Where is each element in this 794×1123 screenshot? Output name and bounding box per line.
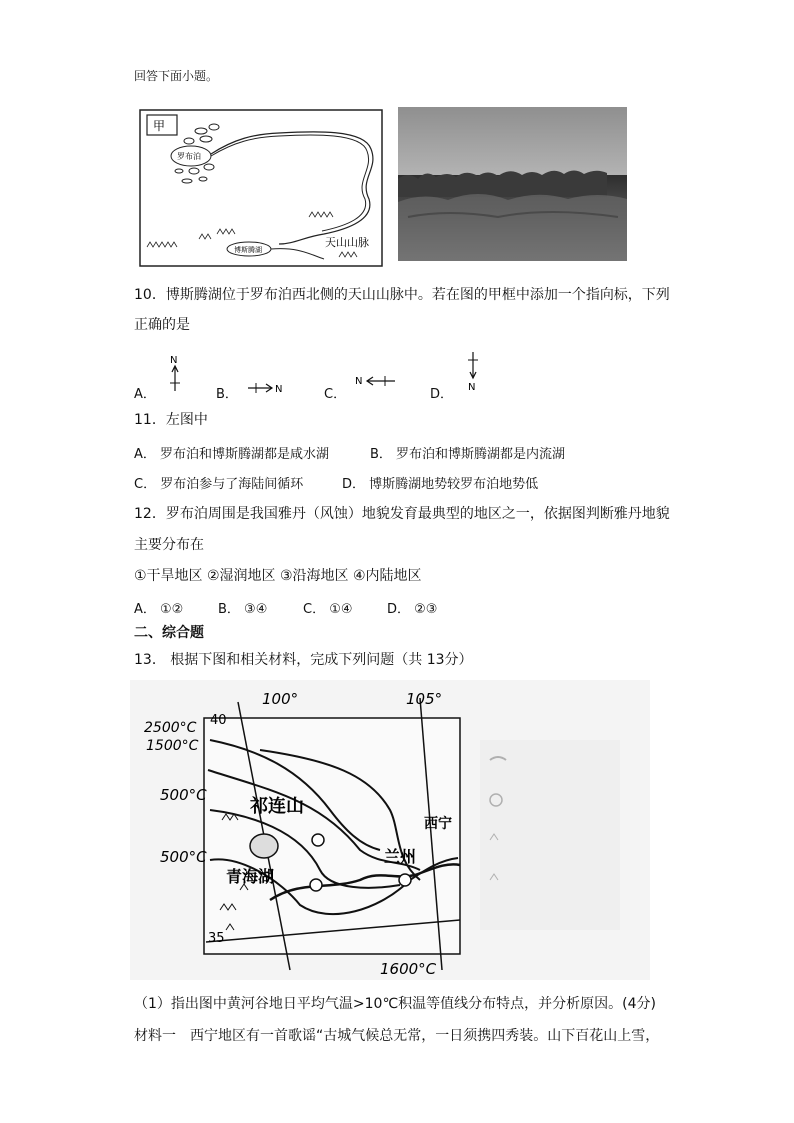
svg-text:N: N <box>355 376 363 387</box>
svg-text:N: N <box>170 355 178 366</box>
q10-stem-line1: 10．博斯腾湖位于罗布泊西北侧的天山山脉中。若在图的甲框中添加一个指向标，下列 <box>134 287 670 303</box>
isoline-1500-label: 1500°C <box>146 738 199 754</box>
city-marker <box>399 874 411 886</box>
svg-text:N: N <box>468 382 476 393</box>
isoline-1600-label: 1600°C <box>380 960 437 978</box>
q10-option-a[interactable]: A． <box>134 387 156 402</box>
q11-option-b[interactable]: B． 罗布泊和博斯腾湖都是内流湖 <box>370 447 566 462</box>
q10-option-b[interactable]: B． <box>216 387 238 402</box>
section-heading: 二、综合题 <box>134 625 204 641</box>
lanzhou-label: 兰州 <box>384 847 417 866</box>
jia-label: 甲 <box>153 119 166 133</box>
q10-stem-line2: 正确的是 <box>134 317 190 333</box>
luobubo-sketch-map <box>139 109 383 267</box>
q12-option-a[interactable]: A． ①② <box>134 602 184 617</box>
q12-stem-line1: 12．罗布泊周围是我国雅丹（风蚀）地貌发育最典型的地区之一，依据图判断雅丹地貌 <box>134 506 670 522</box>
isoline-500-b-label: 500°C <box>160 848 207 866</box>
q13-subquestion-1: （1）指出图中黄河谷地日平均气温>10℃积温等值线分布特点，并分析原因。(4分) <box>134 996 657 1012</box>
bositeng-label: 博斯腾湖 <box>234 246 262 254</box>
svg-text:N: N <box>275 384 283 395</box>
lon-105-label: 105° <box>406 690 443 708</box>
q12-option-d[interactable]: D． ②③ <box>387 602 438 617</box>
north-arrow-down-icon <box>464 350 484 394</box>
q10-option-d[interactable]: D． <box>430 387 454 402</box>
lat-35-label: 35 <box>208 931 225 946</box>
q11-stem: 11．左图中 <box>134 412 208 428</box>
north-arrow-left-icon <box>355 372 399 392</box>
qilian-label: 祁连山 <box>250 796 304 817</box>
q13-stem: 13． 根据下图和相关材料，完成下列问题（共 13分） <box>134 652 473 668</box>
yardang-photo <box>398 107 627 261</box>
qinghai-lake <box>250 834 278 858</box>
luobubo-label: 罗布泊 <box>177 152 201 161</box>
qinghai-label: 青海湖 <box>226 867 275 886</box>
north-arrow-right-icon <box>246 378 290 398</box>
q10-option-c[interactable]: C． <box>324 387 347 402</box>
isoline-500-a-label: 500°C <box>160 786 207 804</box>
isoline-2500-label: 2500°C <box>144 720 197 736</box>
map-legend-faded <box>480 740 620 930</box>
city-marker <box>312 834 324 846</box>
q13-material-1: 材料一 西宁地区有一首歌谣“古城气候总无常，一日须携四秀装。山下百花山上雪， <box>134 1028 660 1044</box>
q12-items: ①干旱地区 ②湿润地区 ③沿海地区 ④内陆地区 <box>134 568 422 584</box>
lat-40-label: 40 <box>210 713 227 728</box>
north-arrow-up-icon <box>166 353 186 393</box>
intro-text: 回答下面小题。 <box>134 69 219 83</box>
lon-100-label: 100° <box>262 690 299 708</box>
q12-option-c[interactable]: C． ①④ <box>303 602 353 617</box>
map-frame <box>204 718 460 954</box>
q11-option-c[interactable]: C． 罗布泊参与了海陆间循环 <box>134 477 304 492</box>
q12-option-b[interactable]: B． ③④ <box>218 602 268 617</box>
city-marker <box>310 879 322 891</box>
tianshan-label: 天山山脉 <box>325 236 369 249</box>
q11-option-a[interactable]: A． 罗布泊和博斯腾湖都是咸水湖 <box>134 447 330 462</box>
q11-option-d[interactable]: D． 博斯腾湖地势较罗布泊地势低 <box>342 477 539 492</box>
xining-label: 西宁 <box>424 816 452 832</box>
q12-stem-line2: 主要分布在 <box>134 537 204 553</box>
huangshui-valley-map <box>130 680 650 980</box>
